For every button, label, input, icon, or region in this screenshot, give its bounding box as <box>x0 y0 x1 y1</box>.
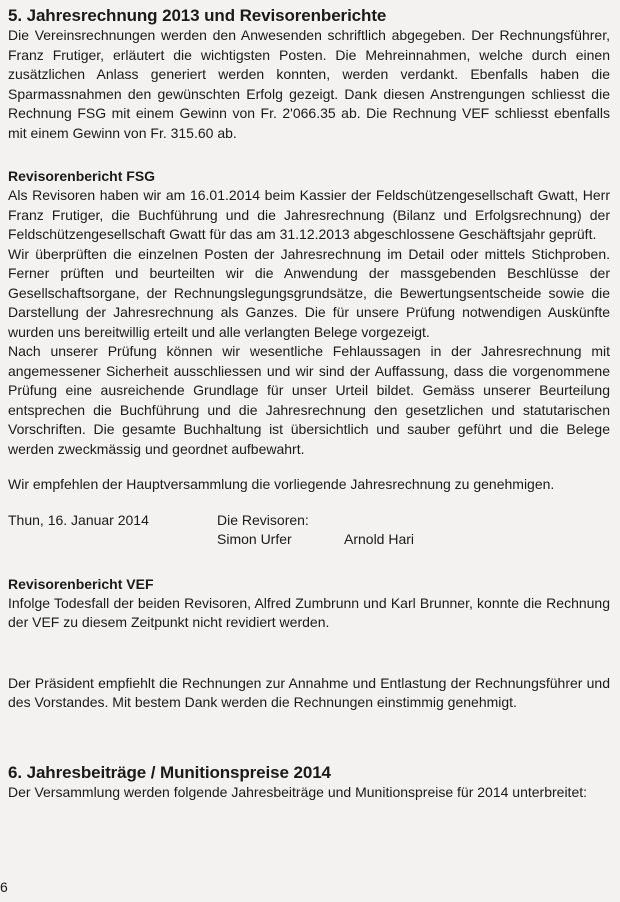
spacer <box>8 633 610 667</box>
spacer <box>8 143 610 167</box>
fsg-recommendation: Wir empfehlen der Hauptversammlung die vorliegende Jahresrechnung zu genehmigen. <box>8 476 555 492</box>
fsg-report-para2: Wir überprüften die einzelnen Posten der Jahresrechnung im Detail oder mittels Stichproben. Ferner prüften und beurteilten wir die Anwendung der massgebenden Beschlüsse der Gesellschaftsorgane, der Rechnungslegungsgrundsätze, die Bewertungsentscheide sowie die Darstellung der Jahresrechnung als Ganzes. Die für unsere Prüfung notwendigen Auskünfte wurden uns bereitwillig erteilt und alle verlangten Belege vorgezeigt. <box>8 245 610 340</box>
spacer <box>8 551 610 575</box>
fsg-report-title: Revisorenbericht FSG <box>8 168 156 184</box>
spacer <box>8 747 610 763</box>
section5-intro: Die Vereinsrechnungen werden den Anwesenden schriftlich abgegeben. Der Rechnungsführer, Franz Frutiger, erläutert die wichtigsten Posten. Die Mehreinnahmen, welche durch einen zusätzlichen Anlass generiert werden konnten, werden verdankt. Ebenfalls haben die Sparmassnahmen den gewünschten Erfolg gezeigt. Dank diesen Anstrengungen schliesst die Rechnung FSG mit einem Gewinn von Fr. 2'066.35 ab. Die Rechnung VEF schliesst ebenfalls mit einem Gewinn von Fr. 315.60 ab. <box>8 27 610 141</box>
revisor-name-2: Arnold Hari <box>344 531 415 547</box>
spacer <box>8 713 610 747</box>
fsg-report-para1: Als Revisoren haben wir am 16.01.2014 beim Kassier der Feldschützengesellschaft Gwatt, Herr Franz Frutiger, die Buchführung und die Jahresrechnung (Bilanz und Erfolgsrechnung) der Feldschützengesellschaft Gwatt für das am 31.12.2013 abgeschlossene Geschäftsjahr geprüft. <box>8 187 610 242</box>
spacer <box>8 495 610 511</box>
spacer <box>8 459 610 475</box>
revisor-name-1: Simon Urfer <box>217 531 292 547</box>
fsg-report-para3: Nach unserer Prüfung können wir wesentliche Fehlaussagen in der Jahresrechnung mit angemessener Sicherheit ausschliessen und wir sind der Auffassung, dass die vorgenommene Prüfung eine ausreichende Grundlage für unser Urteil bildet. Gemäss unserer Beurteilung entsprechen die Buchführung und die Jahresrechnung den gesetzlichen und statutarischen Vorschriften. Die gesamte Buchhaltung ist übersichtlich und sauber geführt und die Belege werden zweckmässig und geordnet aufbewahrt. <box>8 343 610 457</box>
president-statement: Der Präsident empfiehlt die Rechnungen zur Annahme und Entlastung der Rechnungsführer und des Vorstandes. Mit bestem Dank werden die Rechnungen einstimmig genehmigt. <box>8 674 610 710</box>
page-content <box>8 6 610 802</box>
page-number: 6 <box>0 879 8 895</box>
vef-report-title: Revisorenbericht VEF <box>8 575 154 592</box>
spacer <box>8 667 610 674</box>
revisors-label: Die Revisoren: <box>217 511 309 528</box>
section5-title: 5. Jahresrechnung 2013 und Revisorenberichte <box>8 6 387 25</box>
section6-title: 6. Jahresbeiträge / Munitionspreise 2014 <box>8 762 331 782</box>
section6-intro: Der Versammlung werden folgende Jahresbeiträge und Munitionspreise für 2014 unterbreitet: <box>8 783 588 800</box>
signature-block <box>8 511 610 551</box>
vef-report-text: Infolge Todesfall der beiden Revisoren, Alfred Zumbrunn und Karl Brunner, konnte die Rechnung der VEF zu diesem Zeitpunkt nicht revidiert werden. <box>8 594 610 630</box>
place-date: Thun, 16. Januar 2014 <box>8 511 149 528</box>
